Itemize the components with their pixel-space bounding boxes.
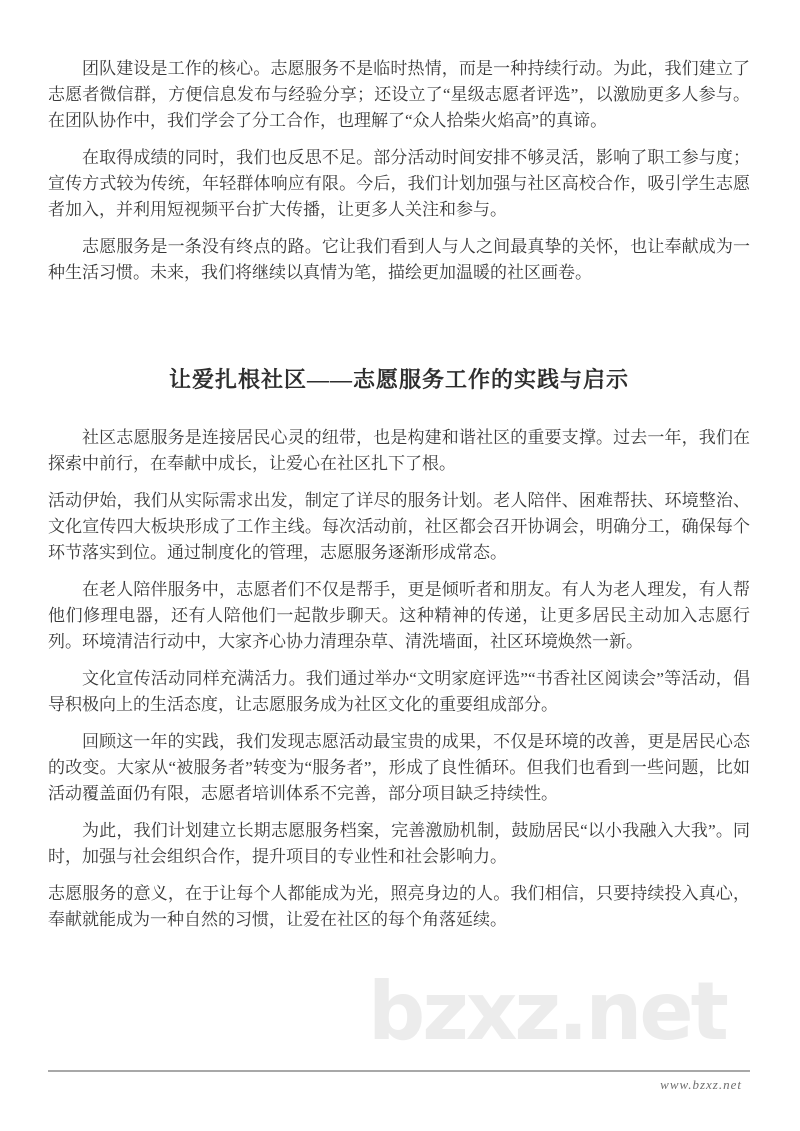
document-heading: 让爱扎根社区——志愿服务工作的实践与启示 [168, 367, 629, 392]
intro-section [48, 56, 750, 286]
watermark-text: bzxz.net [368, 965, 726, 1058]
paragraph: 志愿服务的意义，在于让每个人都能成为光，照亮身边的人。我们相信，只要持续投入真心，奉献就能成为一种自然的习惯，让爱在社区的每个角落延续。 [48, 884, 750, 929]
paragraph: 在老人陪伴服务中，志愿者们不仅是帮手，更是倾听者和朋友。有人为老人理发，有人帮他们修理电器，还有人陪他们一起散步聊天。这种精神的传递，让更多居民主动加入志愿行列。环境清洁行动中，大家齐心协力清理杂草、清洗墙面，社区环境焕然一新。 [48, 580, 750, 651]
paragraph: 为此，我们计划建立长期志愿服务档案，完善激励机制，鼓励居民“以小我融入大我”。同时，加强与社会组织合作，提升项目的专业性和社会影响力。 [48, 821, 750, 866]
body-section [48, 425, 750, 933]
footer-divider [48, 1070, 750, 1072]
paragraph: 回顾这一年的实践，我们发现志愿活动最宝贵的成果，不仅是环境的改善，更是居民心态的改变。大家从“被服务者”转变为“服务者”，形成了良性循环。但我们也看到一些问题，比如活动覆盖面仍有限，志愿者培训体系不完善，部分项目缺乏持续性。 [48, 732, 750, 803]
paragraph: 志愿服务是一条没有终点的路。它让我们看到人与人之间最真挚的关怀，也让奉献成为一种生活习惯。未来，我们将继续以真情为笔，描绘更加温暖的社区画卷。 [48, 237, 750, 282]
paragraph: 社区志愿服务是连接居民心灵的纽带，也是构建和谐社区的重要支撑。过去一年，我们在探索中前行，在奉献中成长，让爱心在社区扎下了根。 [48, 428, 750, 473]
paragraph: 在取得成绩的同时，我们也反思不足。部分活动时间安排不够灵活，影响了职工参与度；宣传方式较为传统，年轻群体响应有限。今后，我们计划加强与社区高校合作，吸引学生志愿者加入，并利用短视频平台扩大传播，让更多人关注和参与。 [48, 148, 750, 219]
paragraph: 团队建设是工作的核心。志愿服务不是临时热情，而是一种持续行动。为此，我们建立了志愿者微信群，方便信息发布与经验分享；还设立了“星级志愿者评选”，以激励更多人参与。在团队协作中，我们学会了分工合作，也理解了“众人拾柴火焰高”的真谛。 [48, 59, 750, 130]
paragraph: 文化宣传活动同样充满活力。我们通过举办“文明家庭评选”“书香社区阅读会”等活动，倡导积极向上的生活态度，让志愿服务成为社区文化的重要组成部分。 [48, 669, 750, 714]
paragraph: 活动伊始，我们从实际需求出发，制定了详尽的服务计划。老人陪伴、困难帮扶、环境整治、文化宣传四大板块形成了工作主线。每次活动前，社区都会召开协调会，明确分工，确保每个环节落实到位。通过制度化的管理，志愿服务逐渐形成常态。 [48, 491, 750, 562]
footer-site-url: www.bzxz.net [660, 1077, 742, 1092]
